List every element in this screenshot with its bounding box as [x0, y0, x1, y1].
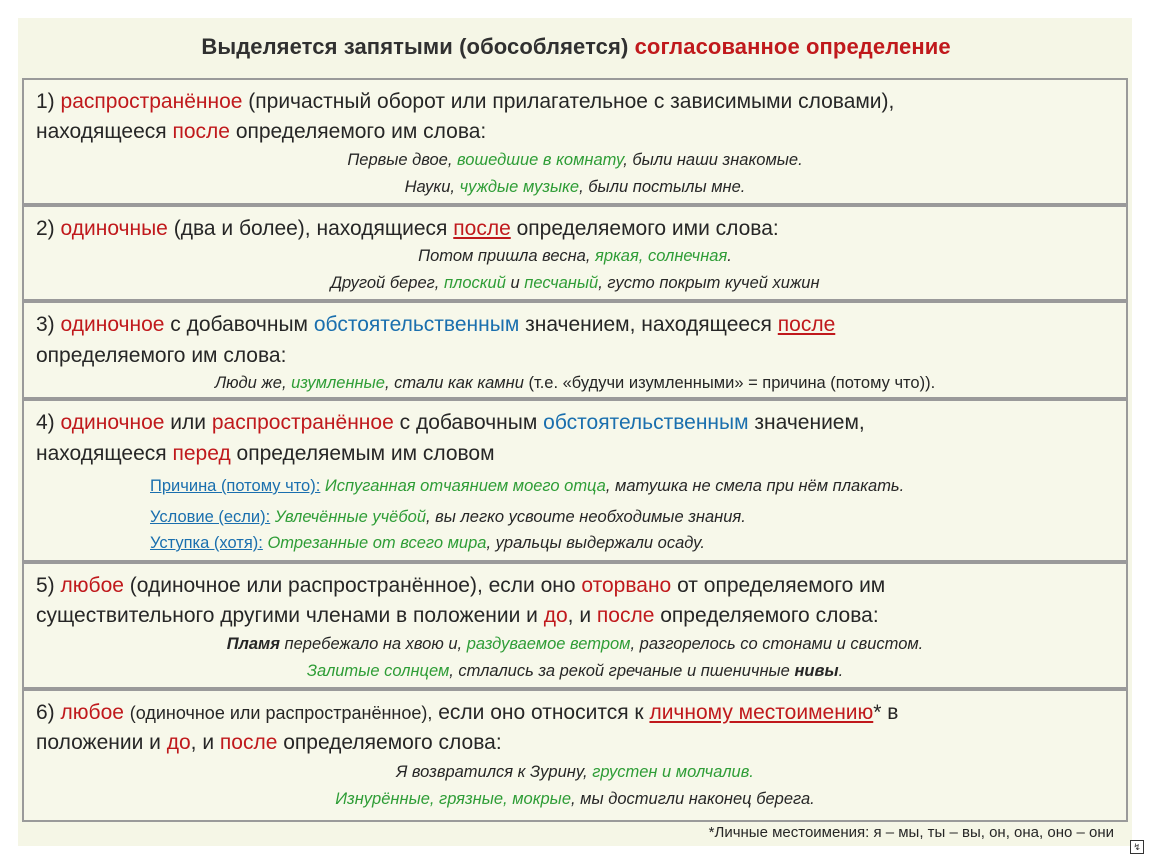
- example-text: , разгорелось со стонами и свистом.: [630, 635, 924, 653]
- example-1: [24, 152, 1126, 169]
- keyword-circumstantial: обстоятельственным: [543, 411, 749, 434]
- example-text: Науки,: [404, 178, 455, 196]
- keyword: одиночные: [60, 217, 168, 240]
- page-title: [0, 34, 1152, 60]
- keyword-before: перед: [172, 442, 231, 465]
- rule-number: 2): [36, 217, 55, 240]
- rule-text: определяемого им слова:: [235, 120, 487, 143]
- example-highlight: Изнурённые, грязные, мокрые: [335, 790, 572, 808]
- footnote: *Личные местоимения: я – мы, ты – вы, он, она, оно – они: [708, 824, 1114, 841]
- rule-6-line-1: [36, 701, 898, 725]
- rule-text: положении и: [36, 731, 161, 754]
- rule-section-1: [22, 78, 1128, 205]
- example-concession: [150, 535, 705, 552]
- example-bold: нивы: [794, 662, 839, 680]
- rule-text: от определяемого им: [677, 574, 886, 597]
- rule-section-3: [22, 301, 1128, 399]
- example-text: , вы легко усвоите необходимые знания.: [426, 508, 746, 526]
- keyword-pronoun: личному местоимению: [649, 701, 874, 724]
- keyword-before: до: [166, 731, 191, 754]
- keyword-after: после: [172, 120, 230, 143]
- rule-text: определяемым им словом: [236, 442, 495, 465]
- example-1: [24, 248, 1126, 265]
- example-1: [24, 764, 1126, 781]
- rule-number: 3): [36, 313, 55, 336]
- example-highlight: Испуганная отчаянием моего отца: [324, 477, 606, 495]
- concession-label: Уступка (хотя):: [150, 534, 263, 552]
- example-text: , стали как камни: [384, 374, 524, 392]
- example-text: , густо покрыт кучей хижин: [598, 274, 820, 292]
- example-text: перебежало на хвою и,: [284, 635, 463, 653]
- rule-text: (одиночное или распространённое),: [129, 703, 433, 723]
- example-bold: Пламя: [226, 635, 280, 653]
- example-highlight: чуждые музыке: [459, 178, 580, 196]
- example-text: Я возвратился к Зурину,: [396, 763, 588, 781]
- rule-text: если оно относится к: [438, 701, 650, 724]
- rule-text: с добавочным: [164, 313, 308, 336]
- keyword-circumstantial: обстоятельственным: [313, 313, 520, 336]
- rule-number: 5): [36, 574, 55, 597]
- rule-text: или: [164, 411, 207, 434]
- rule-5-line-2: [36, 604, 879, 628]
- rule-text: значением,: [754, 411, 865, 434]
- keyword: одиночное: [60, 411, 165, 434]
- example-highlight: песчаный: [524, 274, 599, 292]
- example-highlight: раздуваемое ветром: [466, 635, 631, 653]
- example-highlight: грустен и молчалив.: [592, 763, 754, 781]
- rule-section-2: [22, 205, 1128, 301]
- keyword: одиночное: [60, 313, 165, 336]
- rule-section-5: [22, 562, 1128, 689]
- example-2: [24, 663, 1126, 680]
- title-part1: Выделяется запятыми (обособляется): [201, 34, 629, 59]
- rule-text: (два и более), находящиеся: [173, 217, 448, 240]
- rule-text: , и: [190, 731, 215, 754]
- example-highlight: Увлечённые учёбой: [274, 508, 426, 526]
- rule-1-line-2: [36, 120, 486, 144]
- example-highlight: плоский: [443, 274, 506, 292]
- rule-section-6: [22, 689, 1128, 822]
- rule-text: существительного другими членами в положении и: [36, 604, 538, 627]
- rule-text: определяемого слова:: [283, 731, 502, 754]
- condition-label: Условие (если):: [150, 508, 271, 526]
- rule-text: определяемого слова:: [660, 604, 879, 627]
- example-text: , были постылы мне.: [579, 178, 746, 196]
- rule-4-line-2: [36, 442, 495, 466]
- keyword: распространённое: [211, 411, 394, 434]
- example-2: [24, 791, 1126, 808]
- rule-number: 1): [36, 90, 55, 113]
- keyword: распространённое: [60, 90, 243, 113]
- example-condition: [150, 509, 746, 526]
- example-highlight: вошедшие в комнату: [457, 151, 624, 169]
- keyword: любое: [60, 574, 124, 597]
- example-text: , мы достигли наконец берега.: [571, 790, 815, 808]
- example-highlight: изумленные: [291, 374, 385, 392]
- rule-text: определяемого им слова:: [36, 344, 287, 367]
- example-text: .: [838, 662, 844, 680]
- rule-3-line-2: [36, 344, 286, 368]
- example-text: , стлались за рекой гречаные и пшеничные: [449, 662, 790, 680]
- example-text: Другой берег,: [330, 274, 440, 292]
- example-1: [24, 375, 1126, 392]
- rule-section-4: [22, 399, 1128, 562]
- rule-text: * в: [873, 701, 899, 724]
- keyword-after: после: [453, 217, 511, 240]
- rule-4-line-1: [36, 411, 865, 435]
- keyword-before: до: [543, 604, 568, 627]
- rule-text: определяемого ими слова:: [516, 217, 779, 240]
- example-highlight: Отрезанные от всего мира: [267, 534, 487, 552]
- keyword-detached: оторвано: [581, 574, 672, 597]
- keyword-after: после: [219, 731, 278, 754]
- rule-text: , и: [567, 604, 592, 627]
- example-text: , уральцы выдержали осаду.: [486, 534, 705, 552]
- rule-text: находящееся: [36, 120, 167, 143]
- example-text: и: [510, 274, 520, 292]
- rule-text: (одиночное или распространённое), если оно: [129, 574, 582, 597]
- example-text: Потом пришла весна,: [418, 247, 591, 265]
- rule-number: 4): [36, 411, 55, 434]
- example-text: Люди же,: [214, 374, 287, 392]
- rule-3-line-1: [36, 313, 835, 337]
- example-text: , были наши знакомые.: [623, 151, 803, 169]
- reason-label: Причина (потому что):: [150, 477, 321, 495]
- rule-text: находящееся: [36, 442, 167, 465]
- example-2: [24, 275, 1126, 292]
- example-text: , матушка не смела при нём плакать.: [605, 477, 905, 495]
- keyword-after: после: [596, 604, 655, 627]
- corner-widget-icon[interactable]: ↯: [1130, 840, 1144, 854]
- rule-text: значением, находящееся: [525, 313, 772, 336]
- rule-2-line-1: [36, 217, 779, 241]
- rule-6-line-2: [36, 731, 502, 755]
- example-1: [24, 636, 1126, 653]
- keyword: любое: [60, 701, 124, 724]
- example-highlight: Залитые солнцем: [306, 662, 450, 680]
- rule-5-line-1: [36, 574, 885, 598]
- rule-1-line-1: [36, 90, 894, 114]
- rule-number: 6): [36, 701, 55, 724]
- example-text: .: [727, 247, 732, 265]
- example-reason: [150, 478, 904, 495]
- rule-text: с добавочным: [399, 411, 538, 434]
- keyword-after: после: [777, 313, 836, 336]
- title-part2: согласованное определение: [634, 34, 951, 59]
- example-highlight: яркая, солнечная: [595, 247, 728, 265]
- rule-text: (причастный оборот или прилагательное с зависимыми словами),: [248, 90, 895, 113]
- example-text: Первые двое,: [347, 151, 453, 169]
- example-explanation: (т.е. «будучи изумленными» = причина (потому что)).: [528, 374, 936, 392]
- example-2: [24, 179, 1126, 196]
